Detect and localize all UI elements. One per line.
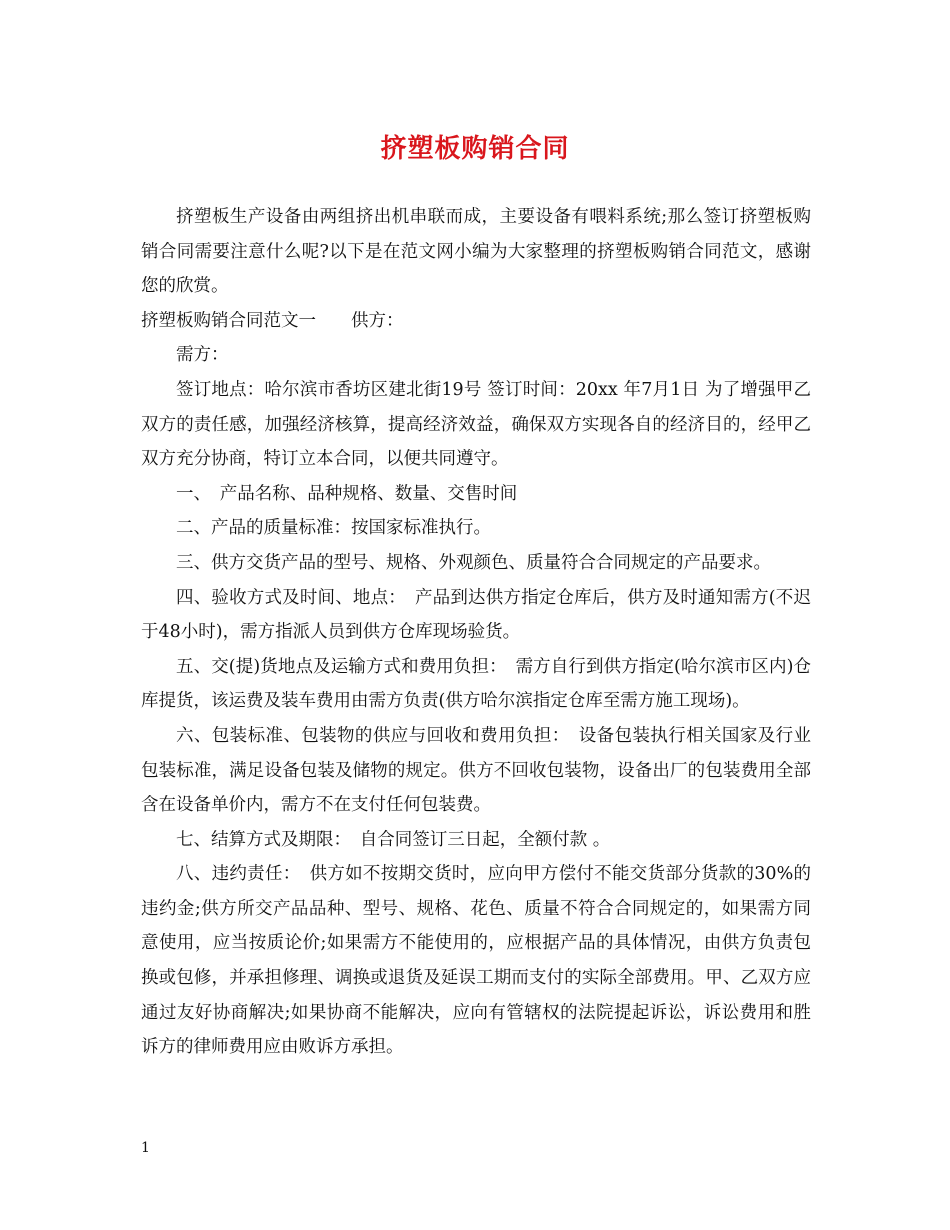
paragraph: 一、 产品名称、品种规格、数量、交售时间 bbox=[176, 483, 518, 504]
paragraph: 二、产品的质量标准：按国家标准执行。 bbox=[176, 518, 491, 539]
paragraph: 六、包装标准、包装物的供应与回收和费用负担： 设备包装执行相关国家及行业包装标准，满足设备包装及储物的规定。供方不回收包装物，设备出厂的包装费用全部含在设备单价内，需方不在支付任何包装费。 bbox=[141, 725, 811, 816]
document-title: 挤塑板购销合同 bbox=[380, 134, 570, 164]
paragraph: 五、交(提)货地点及运输方式和费用负担： 需方自行到供方指定(哈尔滨市区内)仓库提货，该运费及装车费用由需方负责(供方哈尔滨指定仓库至需方施工现场)。 bbox=[141, 656, 811, 712]
paragraph: 挤塑板购销合同范文一 供方： bbox=[141, 310, 404, 331]
paragraph: 挤塑板生产设备由两组挤出机串联而成，主要设备有喂料系统;那么签订挤塑板购销合同需要注意什么呢?以下是在范文网小编为大家整理的挤塑板购销合同范文，感谢您的欣赏。 bbox=[141, 207, 811, 297]
page-number: 1 bbox=[141, 1140, 150, 1156]
paragraph: 八、违约责任： 供方如不按期交货时，应向甲方偿付不能交货部分货款的30%的违约金;供方所交产品品种、型号、规格、花色、质量不符合合同规定的，如果需方同意使用，应当按质论价;如果需方不能使用的，应根据产品的具体情况，由供方负责包换或包修，并承担修理、调换或退货及延误工期而支付的实际全部费用。甲、乙双方应通过友好协商解决;如果协商不能解决，应向有管辖权的法院提起诉讼，诉讼费用和胜诉方的律师费用应由败诉方承担。 bbox=[141, 864, 811, 1058]
paragraph: 签订地点：哈尔滨市香坊区建北街19号 签订时间：20xx 年7月1日 为了增强甲乙双方的责任感，加强经济核算，提高经济效益，确保双方实现各自的经济目的，经甲乙双方充分协商，特订立本合同，以便共同遵守。 bbox=[141, 379, 811, 470]
paragraph: 三、供方交货产品的型号、规格、外观颜色、质量符合合同规定的产品要求。 bbox=[176, 552, 771, 573]
paragraph: 四、验收方式及时间、地点： 产品到达供方指定仓库后，供方及时通知需方(不迟于48小时)，需方指派人员到供方仓库现场验货。 bbox=[141, 587, 811, 643]
document-body bbox=[141, 200, 811, 1065]
paragraph: 需方： bbox=[176, 345, 229, 366]
paragraph: 七、结算方式及期限： 自合同签订三日起，全额付款 。 bbox=[176, 829, 611, 850]
